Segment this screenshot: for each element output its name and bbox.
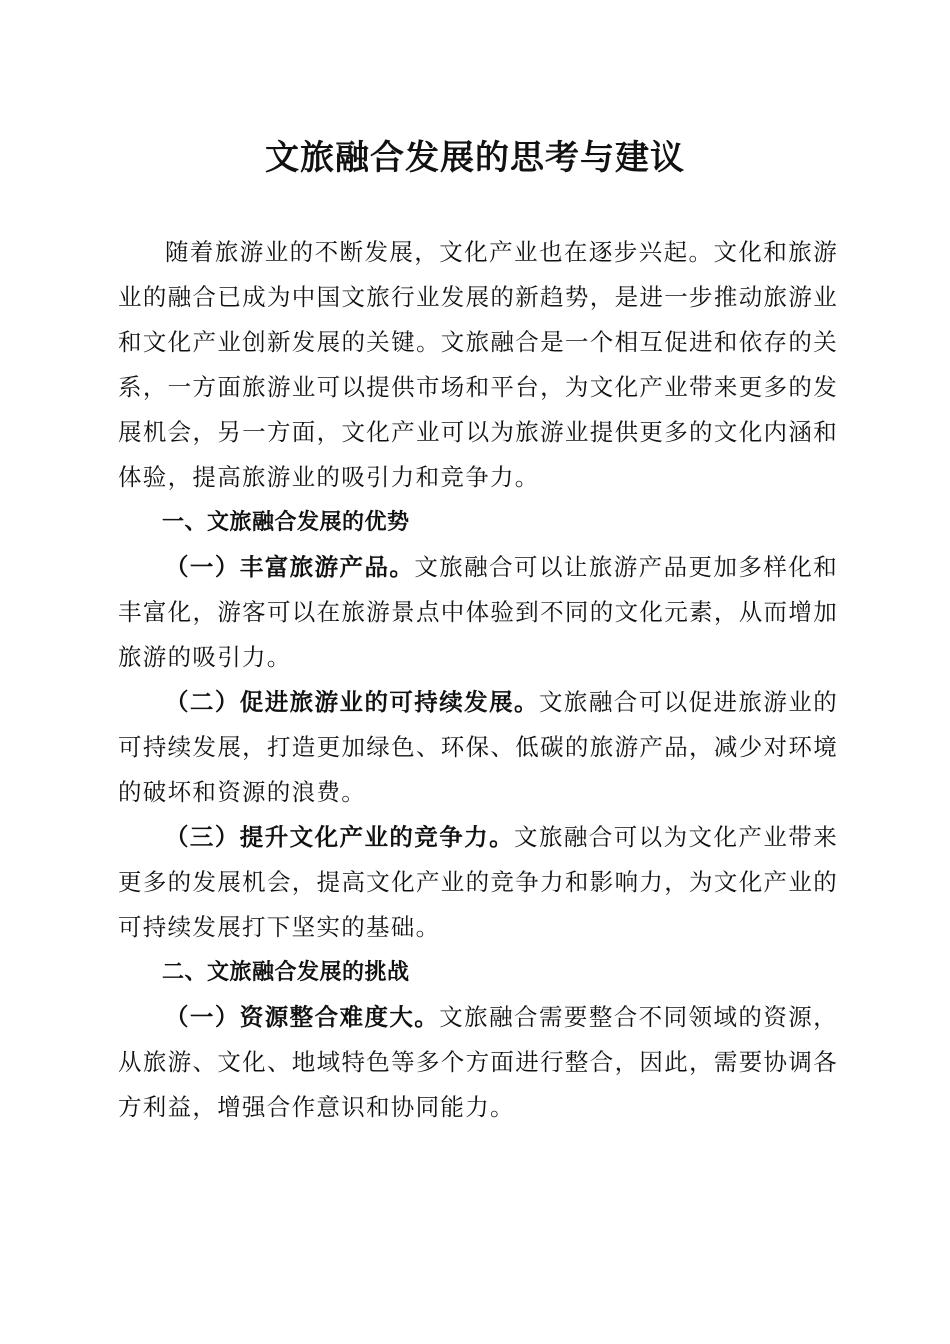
advantage-paragraph-1 — [118, 545, 838, 680]
intro-paragraph: 随着旅游业的不断发展，文化产业也在逐步兴起。文化和旅游业的融合已成为中国文旅行业发展的新趋势，是进一步推动旅游业和文化产业创新发展的关键。文旅融合是一个相互促进和依存的关系，一方面旅游业可以提供市场和平台，为文化产业带来更多的发展机会，另一方面，文化产业可以为旅游业提供更多的文化内涵和体验，提高旅游业的吸引力和竞争力。 — [118, 238, 838, 491]
document-body — [118, 230, 838, 1130]
document-title: 文旅融合发展的思考与建议 — [265, 138, 685, 178]
paragraph-text: 文旅融合需要整合不同领域的资源，从旅游、文化、地域特色等多个方面进行整合，因此，需要协调各方利益，增强合作意识和协同能力。 — [118, 1003, 838, 1121]
advantage-paragraph-3 — [118, 815, 838, 950]
paragraph-lead: （二）促进旅游业的可持续发展。 — [165, 688, 539, 716]
section-heading-challenges: 二、文旅融合发展的挑战 — [162, 960, 410, 985]
challenge-paragraph-1 — [118, 995, 838, 1130]
paragraph-lead: （一）资源整合难度大。 — [165, 1003, 440, 1031]
paragraph-text: 文旅融合可以为文化产业带来更多的发展机会，提高文化产业的竞争力和影响力，为文化产业的可持续发展打下坚实的基础。 — [118, 823, 838, 941]
section-heading-advantages: 一、文旅融合发展的优势 — [162, 510, 410, 535]
paragraph-lead: （一）丰富旅游产品。 — [165, 553, 415, 581]
paragraph-text: 文旅融合可以让旅游产品更加多样化和丰富化，游客可以在旅游景点中体验到不同的文化元素，从而增加旅游的吸引力。 — [118, 553, 838, 671]
paragraph-text: 文旅融合可以促进旅游业的可持续发展，打造更加绿色、环保、低碳的旅游产品，减少对环境的破坏和资源的浪费。 — [118, 688, 839, 806]
paragraph-lead: （三）提升文化产业的竞争力。 — [165, 823, 515, 851]
advantage-paragraph-2 — [118, 680, 838, 815]
